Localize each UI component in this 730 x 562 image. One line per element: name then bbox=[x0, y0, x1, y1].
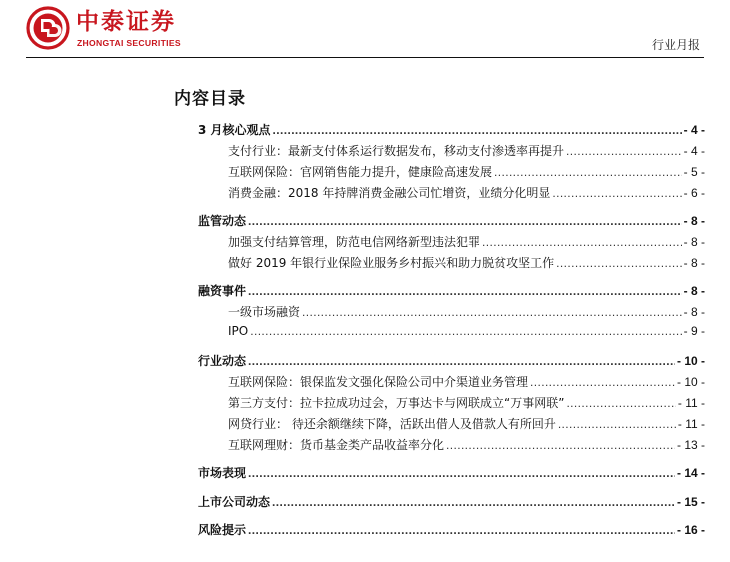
toc-dot-leader bbox=[494, 165, 682, 179]
toc-dot-leader bbox=[302, 305, 682, 319]
toc-dot-leader bbox=[566, 144, 682, 158]
toc-page-number: - 8 - bbox=[683, 234, 705, 249]
report-type-label: 行业月报 bbox=[651, 38, 700, 52]
toc-page-number: - 5 - bbox=[683, 164, 705, 179]
toc-dot-leader bbox=[556, 256, 681, 270]
toc-page-number: - 6 - bbox=[683, 185, 705, 200]
toc-entry-label: IPO bbox=[228, 324, 249, 339]
toc-subsection-entry[interactable] bbox=[198, 163, 705, 184]
toc-entry-label: 一级市场融资 bbox=[228, 305, 301, 320]
toc-dot-leader bbox=[552, 186, 681, 200]
toc-entry-label: 风险提示 bbox=[198, 523, 247, 538]
toc-subsection-entry[interactable] bbox=[198, 373, 705, 394]
toc-entry-label: 互联网保险：官网销售能力提升，健康险高速发展 bbox=[228, 164, 493, 179]
toc-entry-label: 上市公司动态 bbox=[198, 494, 271, 509]
toc-dot-leader bbox=[273, 123, 682, 137]
toc-dot-leader bbox=[248, 214, 682, 228]
toc-dot-leader bbox=[250, 324, 681, 338]
toc-dot-leader bbox=[272, 495, 675, 509]
toc-entry-label: 互联网理财：货币基金类产品收益率分化 bbox=[228, 437, 445, 452]
header-divider bbox=[26, 57, 704, 58]
toc-subsection-entry[interactable] bbox=[198, 233, 705, 254]
toc-section-entry[interactable] bbox=[198, 464, 705, 485]
toc-section-entry[interactable] bbox=[198, 493, 705, 514]
toc-subsection-entry[interactable] bbox=[198, 394, 705, 415]
toc-section-entry[interactable] bbox=[198, 521, 705, 542]
toc-subsection-entry[interactable] bbox=[198, 436, 705, 457]
toc-page-number: - 10 - bbox=[676, 354, 705, 369]
toc-subsection-entry[interactable] bbox=[198, 324, 705, 345]
toc-page-number: - 11 - bbox=[677, 417, 705, 432]
toc-section-entry[interactable] bbox=[198, 352, 705, 373]
zhongtai-logo-icon bbox=[26, 6, 70, 50]
toc-page-number: - 10 - bbox=[676, 375, 705, 390]
toc-title: 内容目录 bbox=[174, 89, 246, 109]
toc-section-entry[interactable] bbox=[198, 121, 705, 142]
toc-entry-label: 融资事件 bbox=[198, 284, 247, 299]
toc-entry-label: 第三方支付：拉卡拉成功过会，万事达卡与网联成立“万事网联” bbox=[228, 396, 565, 411]
toc-entry-label: 支付行业：最新支付体系运行数据发布，移动支付渗透率再提升 bbox=[228, 143, 565, 158]
toc-page-number: - 4 - bbox=[683, 123, 705, 137]
toc-section-entry[interactable] bbox=[198, 282, 705, 303]
toc-dot-leader bbox=[248, 523, 675, 537]
toc-entry-label: 3 月核心观点 bbox=[198, 123, 271, 137]
toc-page-number: - 8 - bbox=[683, 284, 705, 299]
toc-entry-label: 网贷行业： 待还余额继续下降，活跃出借人及借款人有所回升 bbox=[228, 417, 556, 432]
toc-page-number: - 8 - bbox=[683, 255, 705, 270]
table-of-contents bbox=[198, 121, 705, 542]
toc-entry-label: 行业动态 bbox=[198, 354, 247, 369]
toc-entry-label: 加强支付结算管理，防范电信网络新型违法犯罪 bbox=[228, 234, 481, 249]
toc-subsection-entry[interactable] bbox=[198, 184, 705, 205]
toc-dot-leader bbox=[558, 417, 676, 431]
toc-section-entry[interactable] bbox=[198, 212, 705, 233]
logo-chinese-name: 中泰证券 bbox=[76, 9, 176, 35]
toc-entry-label: 互联网保险：银保监发文强化保险公司中介渠道业务管理 bbox=[228, 375, 529, 390]
toc-page-number: - 14 - bbox=[676, 466, 705, 481]
toc-page-number: - 13 - bbox=[676, 437, 705, 452]
toc-dot-leader bbox=[566, 396, 675, 410]
toc-subsection-entry[interactable] bbox=[198, 415, 705, 436]
toc-dot-leader bbox=[482, 235, 682, 249]
toc-entry-label: 市场表现 bbox=[198, 466, 247, 481]
toc-dot-leader bbox=[248, 354, 675, 368]
toc-entry-label: 监管动态 bbox=[198, 214, 247, 229]
toc-entry-label: 做好 2019 年银行业保险业服务乡村振兴和助力脱贫攻坚工作 bbox=[228, 255, 555, 270]
logo-english-name: ZHONGTAI SECURITIES bbox=[77, 38, 181, 48]
toc-page-number: - 11 - bbox=[677, 396, 705, 411]
toc-page-number: - 8 - bbox=[683, 214, 705, 229]
toc-page-number: - 15 - bbox=[676, 494, 705, 509]
toc-dot-leader bbox=[248, 466, 675, 480]
toc-dot-leader bbox=[248, 284, 682, 298]
toc-subsection-entry[interactable] bbox=[198, 254, 705, 275]
toc-subsection-entry[interactable] bbox=[198, 142, 705, 163]
toc-entry-label: 消费金融：2018 年持牌消费金融公司忙增资，业绩分化明显 bbox=[228, 185, 551, 200]
page-header bbox=[0, 0, 730, 60]
toc-page-number: - 8 - bbox=[683, 305, 705, 320]
toc-dot-leader bbox=[530, 375, 675, 389]
toc-page-number: - 9 - bbox=[683, 324, 705, 339]
toc-dot-leader bbox=[446, 438, 675, 452]
toc-page-number: - 16 - bbox=[676, 523, 705, 538]
toc-subsection-entry[interactable] bbox=[198, 303, 705, 324]
toc-page-number: - 4 - bbox=[683, 143, 705, 158]
